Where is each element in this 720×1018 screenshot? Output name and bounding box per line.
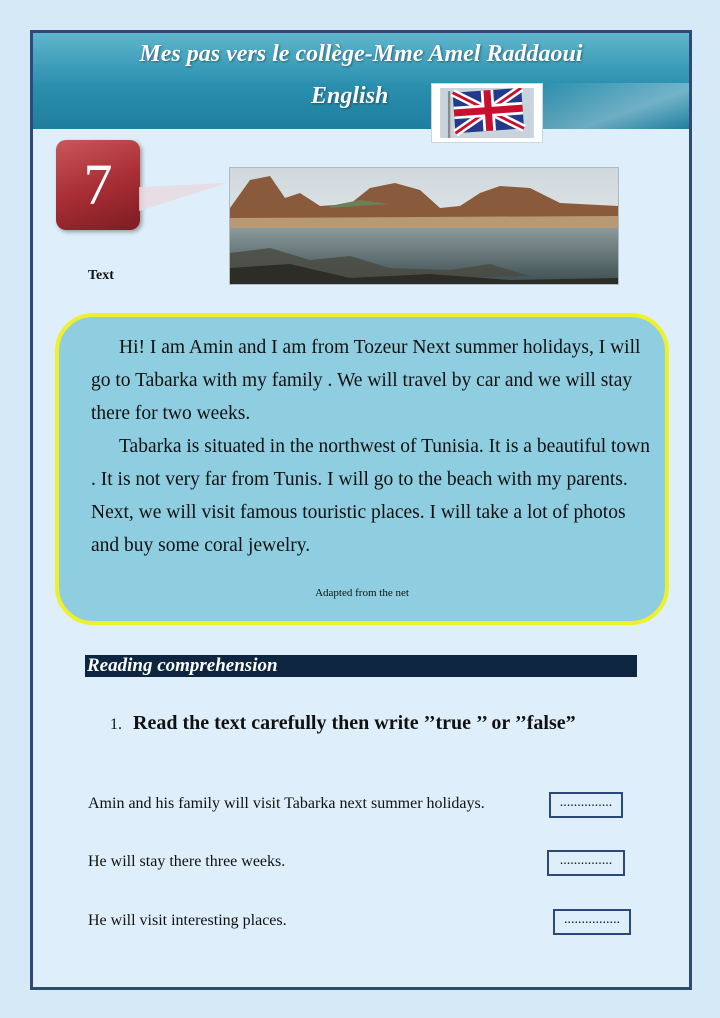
- answer-box-3[interactable]: ................: [553, 909, 631, 935]
- header-banner: [33, 33, 689, 129]
- lesson-number-badge: 7: [56, 140, 140, 230]
- passage-paragraph-2: Tabarka is situated in the northwest of Tunisia. It is a beautiful town . It is not very far from Tunis. I will go to the beach with my parents. Next, we will visit famous touristic places. I will take a lot of photos and buy some coral jewelry.: [91, 436, 651, 556]
- answer-box-2[interactable]: ...............: [547, 850, 625, 876]
- answer-box-1[interactable]: ...............: [549, 792, 623, 818]
- passage-paragraph-1: Hi! I am Amin and I am from Tozeur Next summer holidays, I will go to Tabarka with my family . We will travel by car and we will stay there for two weeks.: [91, 337, 641, 424]
- passage-source: Adapted from the net: [315, 587, 409, 599]
- question-number: 1.: [110, 716, 122, 733]
- page-frame: [30, 30, 692, 990]
- section-title: Reading comprehension: [87, 655, 278, 676]
- tabarka-coast-photo: [229, 167, 619, 285]
- statement-1: Amin and his family will visit Tabarka next summer holidays.: [88, 795, 485, 812]
- badge-arrow-shape: [139, 183, 229, 213]
- uk-flag-image: [431, 83, 543, 143]
- text-label: Text: [88, 268, 114, 283]
- subject-label: English: [311, 83, 389, 109]
- uk-flag-icon: [440, 88, 534, 138]
- statement-2: He will stay there three weeks.: [88, 853, 286, 870]
- question-instruction: Read the text carefully then write ’’true ’’ or ’’false”: [133, 712, 576, 734]
- section-title-bar: [85, 655, 637, 677]
- statement-3: He will visit interesting places.: [88, 912, 287, 929]
- header-decoration: [541, 83, 689, 129]
- reading-passage: [55, 313, 669, 625]
- header-title: Mes pas vers le collège-Mme Amel Raddaoui: [139, 41, 583, 67]
